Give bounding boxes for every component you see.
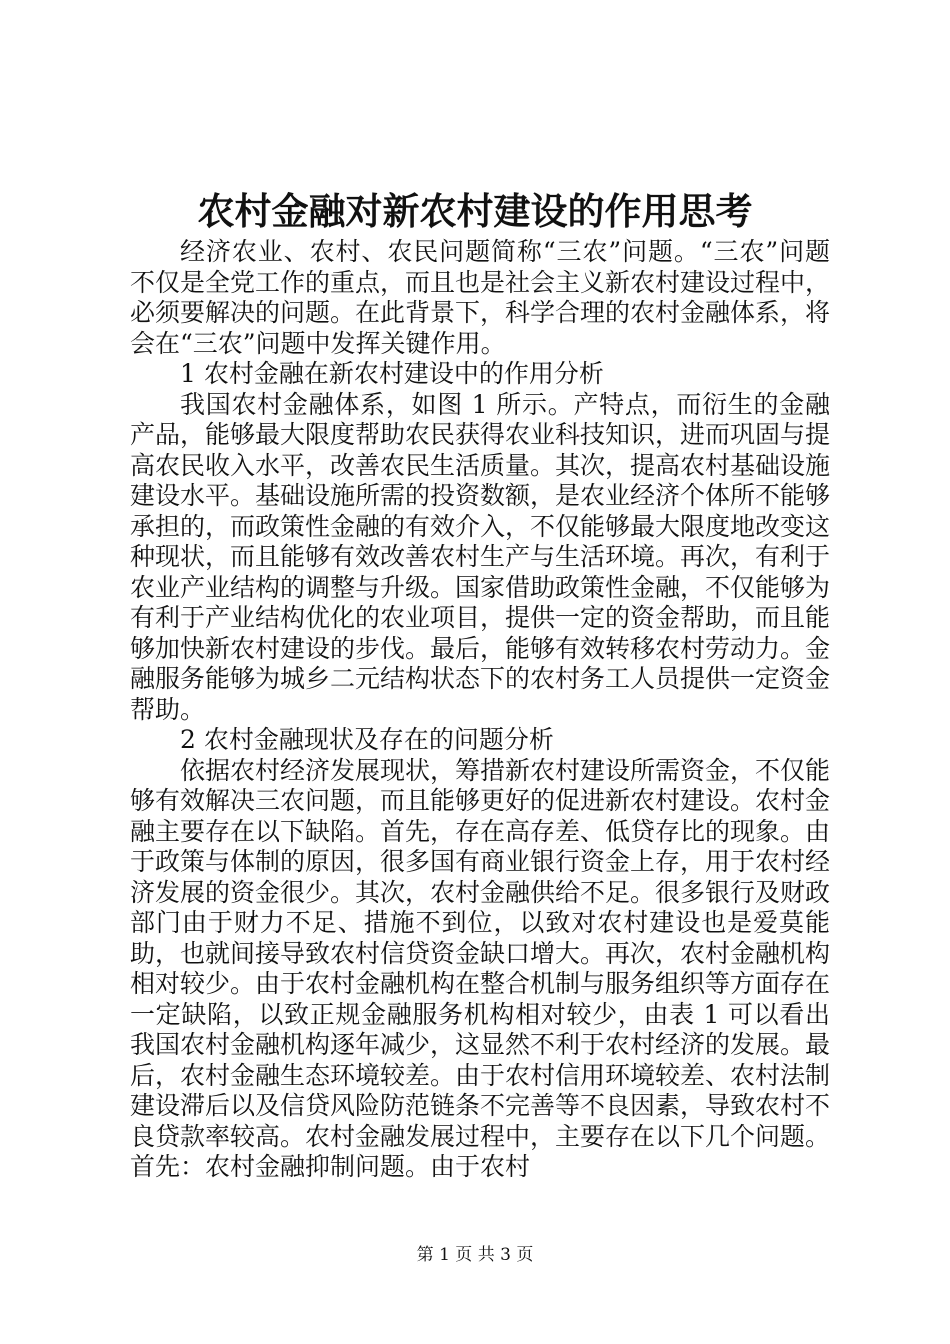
document-body bbox=[130, 237, 830, 1183]
section-1-paragraph: 我国农村金融体系，如图 1 所示。产特点，而衍生的金融产品，能够最大限度帮助农民获得农业科技知识，进而巩固与提高农民收入水平，改善农民生活质量。其次，提高农村基础设施建设水平。基础设施所需的投资数额，是农业经济个体所不能够承担的，而政策性金融的有效介入，不仅能够最大限度地改变这种现状，而且能够有效改善农村生产与生活环境。再次，有利于农业产业结构的调整与升级。国家借助政策性金融，不仅能够为有利于产业结构优化的农业项目，提供一定的资金帮助，而且能够加快新农村建设的步伐。最后，能够有效转移农村劳动力。金融服务能够为城乡二元结构状态下的农村务工人员提供一定资金帮助。 bbox=[130, 389, 831, 724]
page-footer: 第 1 页 共 3 页 bbox=[416, 1245, 534, 1265]
section-2-paragraph: 依据农村经济发展现状，筹措新农村建设所需资金，不仅能够有效解决三农问题，而且能够更好的促进新农村建设。农村金融主要存在以下缺陷。首先，存在高存差、低贷存比的现象。由于政策与体制的原因，很多国有商业银行资金上存，用于农村经济发展的资金很少。其次，农村金融供给不足。很多银行及财政部门由于财力不足、措施不到位，以致对农村建设也是爱莫能助，也就间接导致农村信贷资金缺口增大。再次，农村金融机构相对较少。由于农村金融机构在整合机制与服务组织等方面存在一定缺陷，以致正规金融服务机构相对较少，由表 1 可以看出我国农村金融机构逐年减少，这显然不利于农村经济的发展。最后，农村金融生态环境较差。由于农村信用环境较差、农村法制建设滞后以及信贷风险防范链条不完善等不良因素，导致农村不良贷款率较高。农村金融发展过程中，主要存在以下几个问题。首先：农村金融抑制问题。由于农村 bbox=[130, 755, 831, 1181]
document-title: 农村金融对新农村建设的作用思考 bbox=[197, 189, 753, 233]
section-heading-1: 1 农村金融在新农村建设中的作用分析 bbox=[180, 359, 604, 388]
section-heading-2: 2 农村金融现状及存在的问题分析 bbox=[180, 725, 554, 754]
intro-paragraph: 经济农业、农村、农民问题简称“三农”问题。“三农”问题不仅是全党工作的重点，而且也是社会主义新农村建设过程中，必须要解决的问题。在此背景下，科学合理的农村金融体系，将会在“三农”问题中发挥关键作用。 bbox=[130, 237, 831, 358]
